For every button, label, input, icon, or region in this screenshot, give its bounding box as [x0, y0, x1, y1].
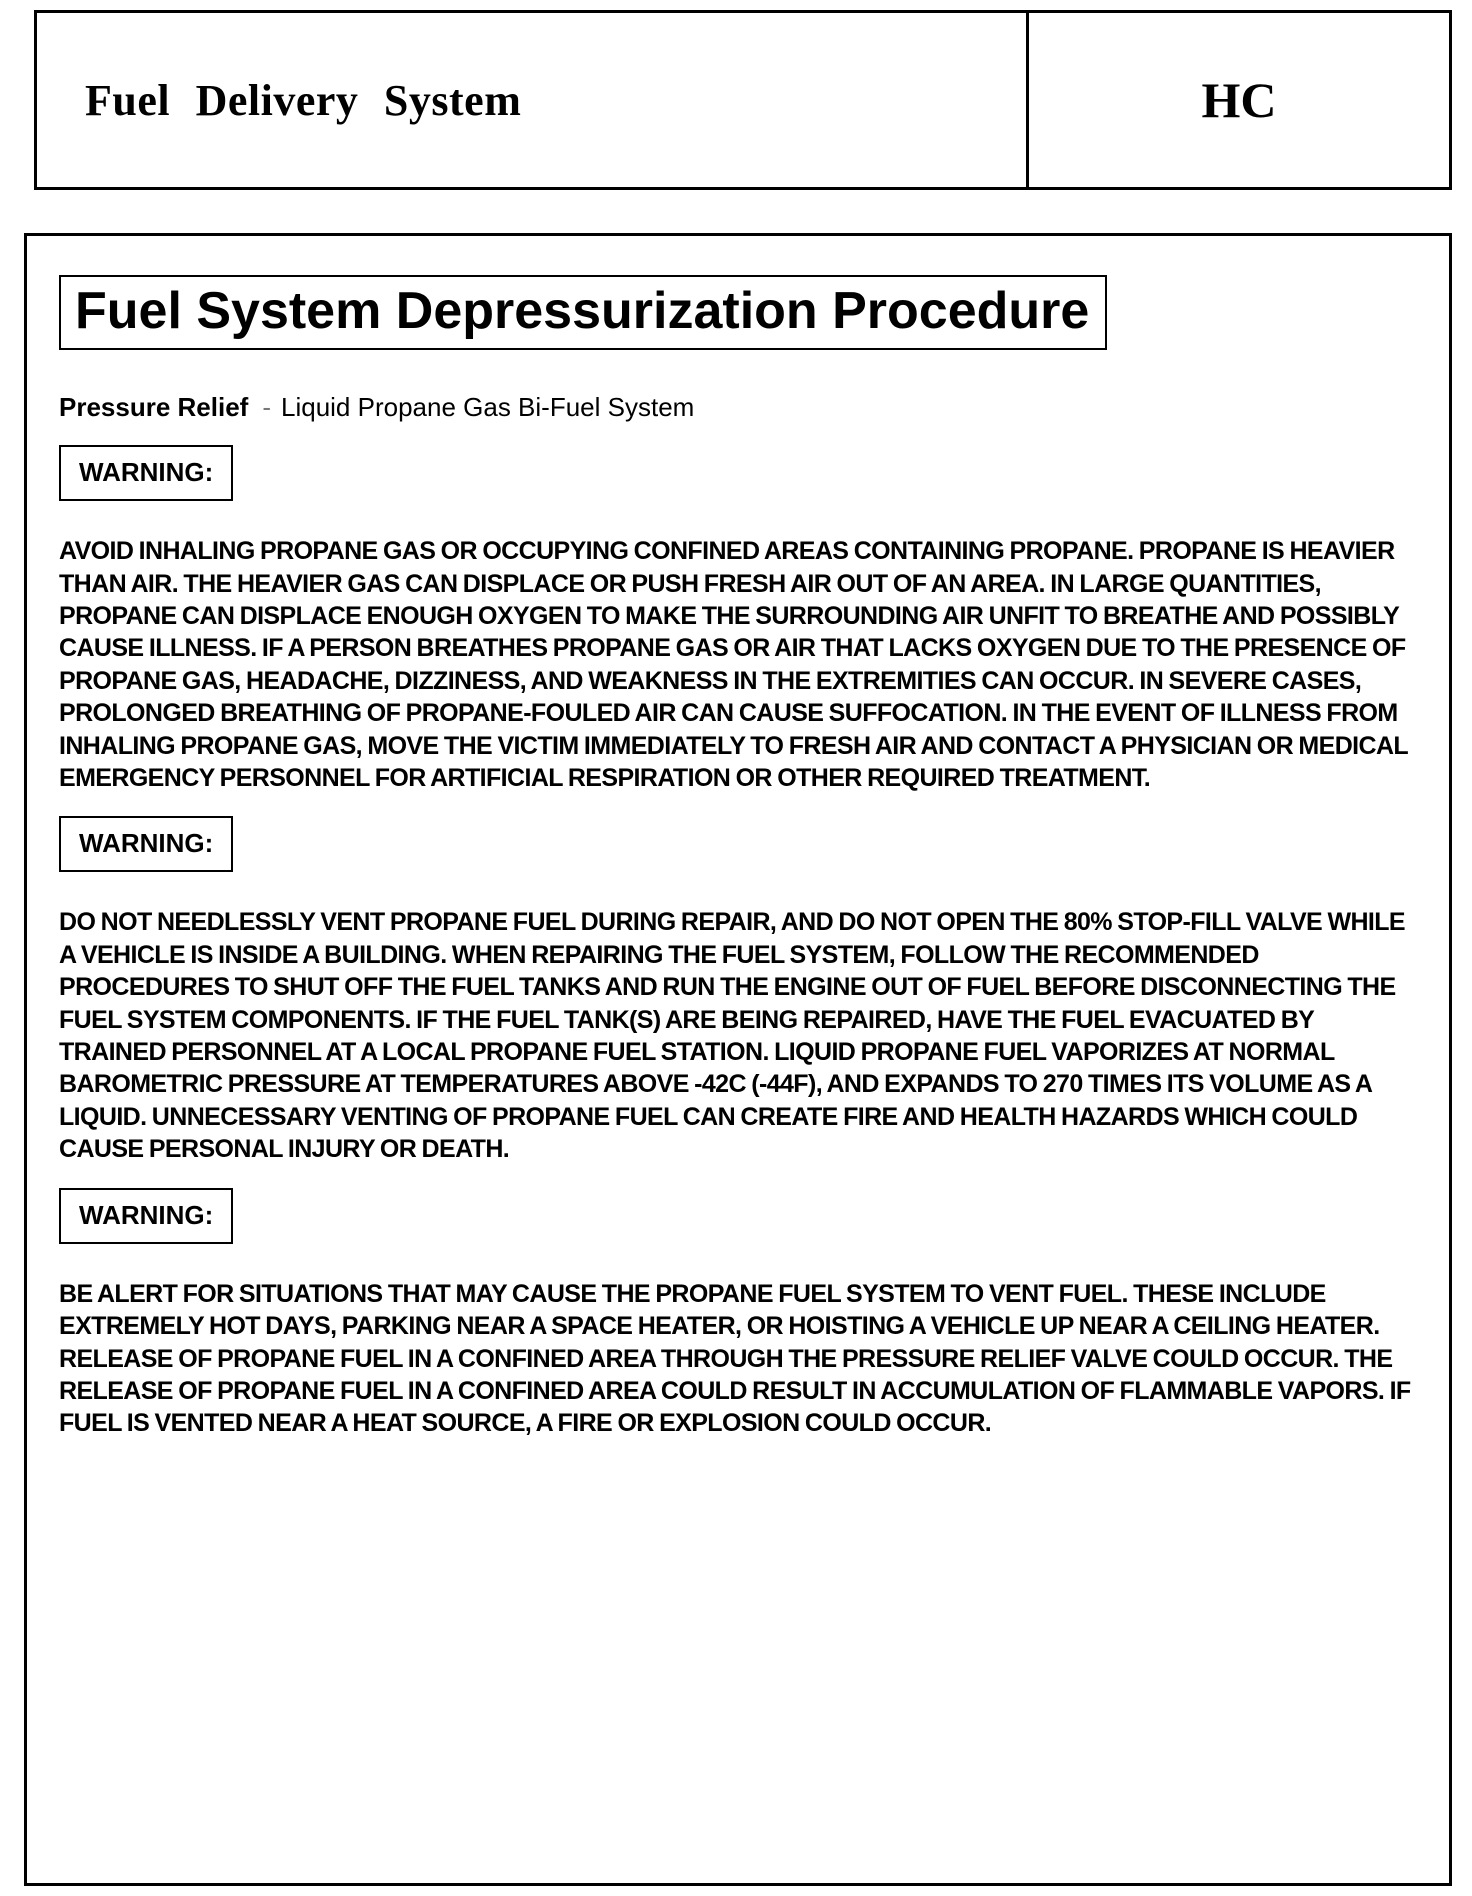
warning-label: WARNING:	[59, 1188, 233, 1244]
warning-text: DO NOT NEEDLESSLY VENT PROPANE FUEL DURING REPAIR, AND DO NOT OPEN THE 80% STOP-FILL VALVE WHILE A VEHICLE IS INSIDE A BUILDING. WHEN REPAIRING THE FUEL SYSTEM, FOLLOW THE RECOMMENDED PROCEDURES TO SHUT OFF THE FUEL TANKS AND RUN THE ENGINE OUT OF FUEL BEFORE DISCONNECTING THE FUEL SYSTEM COMPONENTS. IF THE FUEL TANK(S) ARE BEING REPAIRED, HAVE THE FUEL EVACUATED BY TRAINED PERSONNEL AT A LOCAL PROPANE FUEL STATION. LIQUID PROPANE FUEL VAPORIZES AT NORMAL BAROMETRIC PRESSURE AT TEMPERATURES ABOVE -42C (-44F), AND EXPANDS TO 270 TIMES ITS VOLUME AS A LIQUID. UNNECESSARY VENTING OF PROPANE FUEL CAN CREATE FIRE AND HEALTH HAZARDS WHICH COULD CAUSE PERSONAL INJURY OR DEATH.	[59, 908, 1406, 1164]
subheading-label: Pressure Relief	[59, 392, 249, 423]
header-code-cell	[1029, 13, 1449, 187]
subheading-text: Liquid Propane Gas Bi-Fuel System	[281, 392, 695, 423]
warning-section-3	[59, 1166, 1419, 1440]
header-title-cell	[37, 13, 1029, 187]
warning-text: AVOID INHALING PROPANE GAS OR OCCUPYING CONFINED AREAS CONTAINING PROPANE. PROPANE IS HEAVIER THAN AIR. THE HEAVIER GAS CAN DISPLACE OR PUSH FRESH AIR OUT OF AN AREA. IN LARGE QUANTITIES, PROPANE CAN DISPLACE ENOUGH OXYGEN TO MAKE THE SURROUNDING AIR UNFIT TO BREATHE AND POSSIBLY CAUSE ILLNESS. IF A PERSON BREATHES PROPANE GAS OR AIR THAT LACKS OXYGEN DUE TO THE PRESENCE OF PROPANE GAS, HEADACHE, DIZZINESS, AND WEAKNESS IN THE EXTREMITIES CAN OCCUR. IN SEVERE CASES, PROLONGED BREATHING OF PROPANE-FOULED AIR CAN CAUSE SUFFOCATION. IN THE EVENT OF ILLNESS FROM INHALING PROPANE GAS, MOVE THE VICTIM IMMEDIATELY TO FRESH AIR AND CONTACT A PHYSICIAN OR MEDICAL EMERGENCY PERSONNEL FOR ARTIFICIAL RESPIRATION OR OTHER REQUIRED TREATMENT.	[59, 537, 1408, 793]
warning-label: WARNING:	[59, 445, 233, 501]
page-header	[34, 10, 1452, 190]
procedure-panel	[24, 233, 1452, 1886]
warning-section-1	[59, 423, 1419, 794]
procedure-title: Fuel System Depressurization Procedure	[59, 275, 1107, 350]
procedure-subheading	[59, 392, 1419, 423]
warning-label: WARNING:	[59, 816, 233, 872]
warning-text: BE ALERT FOR SITUATIONS THAT MAY CAUSE THE PROPANE FUEL SYSTEM TO VENT FUEL. THESE INCLUDE EXTREMELY HOT DAYS, PARKING NEAR A SPACE HEATER, OR HOISTING A VEHICLE UP NEAR A CEILING HEATER. RELEASE OF PROPANE FUEL IN A CONFINED AREA THROUGH THE PRESSURE RELIEF VALVE COULD OCCUR. THE RELEASE OF PROPANE FUEL IN A CONFINED AREA COULD RESULT IN ACCUMULATION OF FLAMMABLE VAPORS. IF FUEL IS VENTED NEAR A HEAT SOURCE, A FIRE OR EXPLOSION COULD OCCUR.	[59, 1279, 1411, 1438]
section-title: Fuel Delivery System	[85, 75, 522, 125]
section-code: HC	[1201, 72, 1277, 128]
subheading-separator: -	[262, 392, 271, 423]
warning-section-2	[59, 794, 1419, 1165]
